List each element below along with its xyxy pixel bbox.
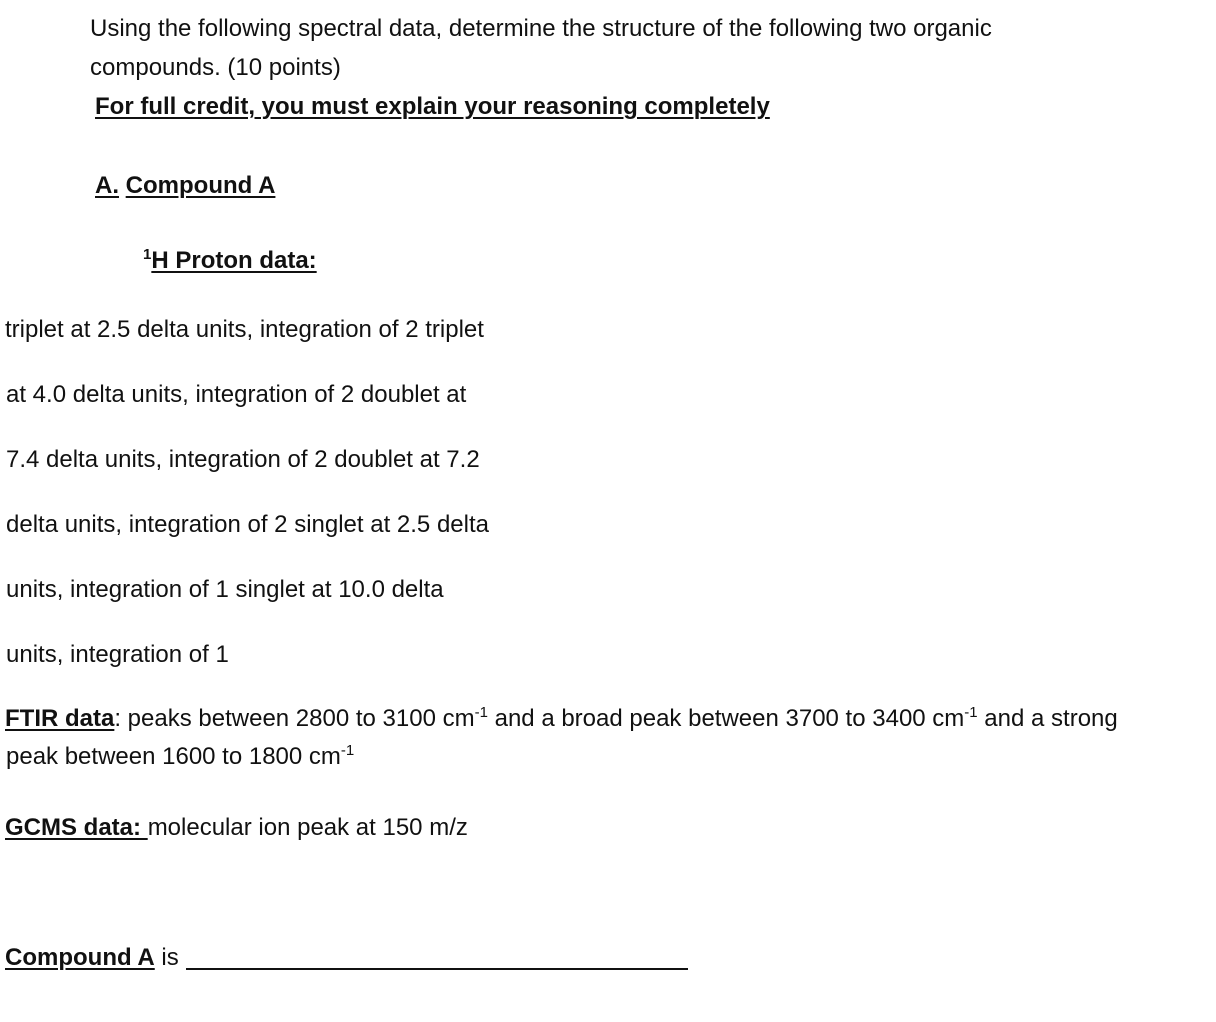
- compound-a-title: Compound A: [125, 172, 276, 199]
- credit-note: [95, 92, 770, 122]
- compound-a-prefix: A.: [95, 172, 119, 199]
- answer-suffix: is: [154, 944, 179, 971]
- gcms-text: molecular ion peak at 150 m/z: [147, 814, 468, 841]
- answer-line: [5, 943, 179, 973]
- proton-line-text: units, integration of 1: [6, 641, 229, 668]
- compound-a-heading: [95, 171, 275, 201]
- proton-line-text: delta units, integration of 2 singlet at 2.5 delta: [6, 511, 489, 538]
- ftir-label: FTIR data: [5, 705, 115, 732]
- proton-line: [6, 510, 489, 540]
- proton-line: [5, 315, 484, 345]
- ftir-text-1: peaks between 2800 to 3100 cm: [121, 705, 475, 732]
- answer-label: Compound A: [5, 944, 155, 971]
- proton-superscript: 1: [143, 246, 152, 263]
- ftir-line-1: [5, 704, 1118, 734]
- proton-label: H Proton data:: [151, 247, 317, 274]
- intro-line-1: [90, 14, 992, 44]
- ftir-sup-3: -1: [340, 742, 355, 759]
- ftir-sup-2: -1: [964, 704, 978, 721]
- proton-line: [6, 575, 444, 605]
- proton-line: [6, 640, 229, 670]
- proton-data-heading: [143, 246, 317, 276]
- proton-line-text: triplet at 2.5 delta units, integration of 2 triplet: [5, 316, 484, 343]
- ftir-line-2: [6, 742, 354, 772]
- proton-line-text: at 4.0 delta units, integration of 2 doublet at: [6, 381, 467, 408]
- proton-line-text: units, integration of 1 singlet at 10.0 delta: [6, 576, 444, 603]
- credit-note-text: For full credit, you must explain your reasoning completely: [95, 93, 770, 120]
- gcms-line: [5, 813, 468, 843]
- ftir-text-2: and a broad peak between 3700 to 3400 cm: [487, 705, 965, 732]
- answer-blank[interactable]: [186, 968, 688, 970]
- gcms-label: GCMS data:: [5, 814, 148, 841]
- intro-line-2: [90, 53, 341, 83]
- proton-line: [6, 380, 466, 410]
- proton-line: [6, 445, 480, 475]
- intro-text-2: compounds. (10 points): [90, 54, 341, 81]
- ftir-colon: :: [114, 705, 122, 732]
- intro-text-1: Using the following spectral data, determine the structure of the following two organic: [90, 15, 992, 42]
- ftir-sup-1: -1: [474, 704, 488, 721]
- ftir-line-2-text: peak between 1600 to 1800 cm: [6, 743, 341, 770]
- ftir-text-3: and a strong: [977, 705, 1118, 732]
- proton-line-text: 7.4 delta units, integration of 2 doublet at 7.2: [6, 446, 480, 473]
